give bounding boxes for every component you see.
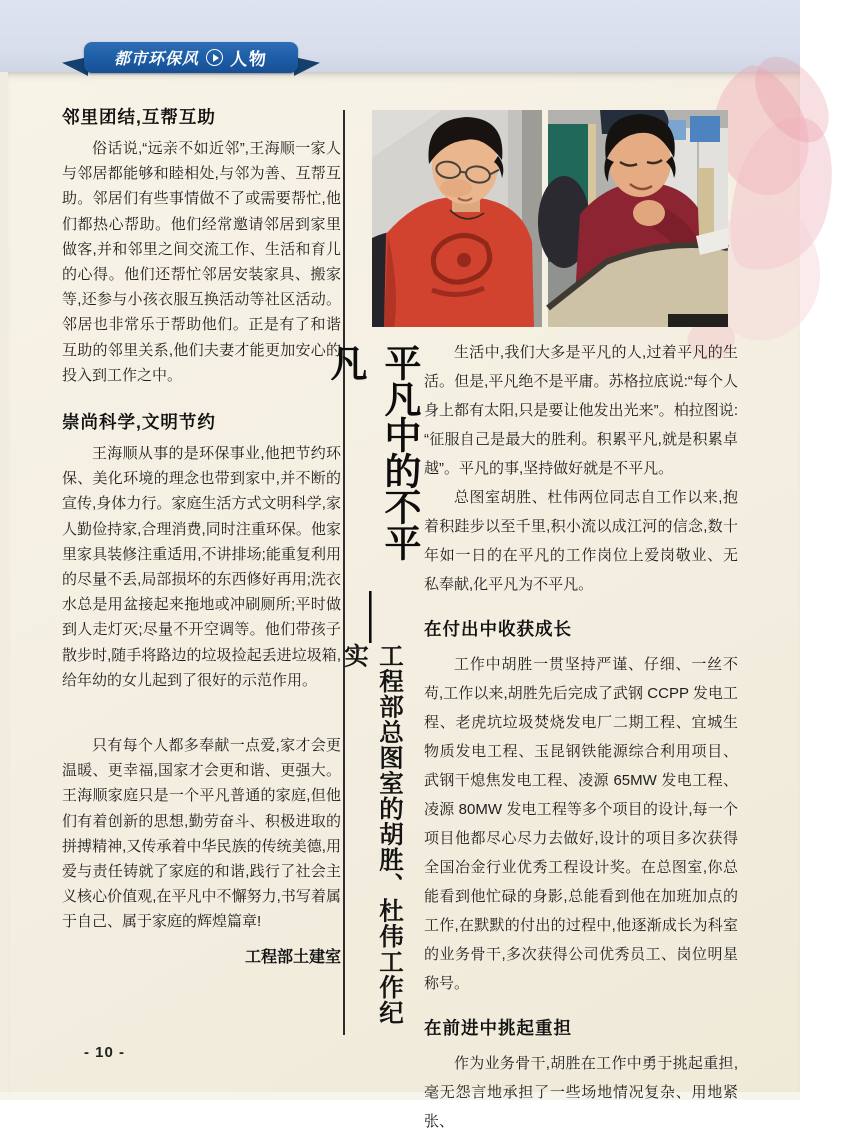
left-section-1 <box>62 104 341 388</box>
section-heading: 在付出中收获成长 <box>424 619 572 639</box>
magazine-brand: 都市环保风 <box>113 51 199 68</box>
portrait-photo-right <box>548 110 728 327</box>
paragraph: 只有每个人都多奉献一点爱,家才会更温暖、更幸福,国家才会更和谐、更强大。王海顺家庭只是一个平凡普通的家庭,但他们有着创新的思想,勤劳奋斗、积极进取的拼搏精神,又传承着中华民族的传统美德,用爱与责任铸就了家庭的和谐,践行了社会主义核心价值观,在平凡中不懈努力,书写着属于自己、属于家庭的辉煌篇章! <box>62 737 341 931</box>
play-icon <box>206 49 223 66</box>
section-heading: 在前进中挑起重担 <box>424 1018 572 1038</box>
section-heading: 崇尚科学,文明节约 <box>62 412 216 433</box>
header-badge <box>84 42 298 73</box>
byline: 工程部土建室 <box>244 948 341 966</box>
paragraph: 总图室胡胜、杜伟两位同志自工作以来,抱着积跬步以至千里,积小流以成江河的信念,数十年如一日的在平凡的工作岗位上爱岗敬业、无私奉献,化平凡为不平凡。 <box>424 489 738 593</box>
portrait-photo-left <box>372 110 542 327</box>
title-dash: —— <box>357 591 388 644</box>
left-column <box>62 104 341 967</box>
page-number: - 10 - <box>84 1044 126 1061</box>
feature-subtitle: 工程部总图室的胡胜、杜伟工作纪实 <box>341 643 403 1026</box>
photo-strip <box>372 110 728 327</box>
left-section-2 <box>62 409 341 935</box>
paragraph: 工作中胡胜一贯坚持严谨、仔细、一丝不苟,工作以来,胡胜先后完成了武钢 CCPP 发电工程、老虎坑垃圾焚烧发电厂二期工程、宜城生物质发电工程、玉昆钢铁能源综合利用项目、武钢干熄焦发电工程、凌源 65MW 发电工程、凌源 80MW 发电工程等多个项目的设计,每一个项目他都尽心尽力去做好,设计的项目多次获得全国冶金行业优秀工程设计奖。在总图室,你总能看到他忙碌的身影,总能看到他在加班加点的工作,在默默的付出的过程中,他逐渐成长为科室的业务骨干,多次获得公司优秀员工、岗位明星称号。 <box>424 656 738 992</box>
feature-title-vertical <box>325 344 420 1044</box>
section-heading: 邻里团结,互帮互助 <box>62 107 216 127</box>
paragraph: 作为业务骨干,胡胜在工作中勇于挑起重担,毫无怨言地承担了一些场地情况复杂、用地紧张、 <box>424 1055 738 1130</box>
right-column <box>424 338 738 1130</box>
section-label: 人物 <box>230 50 268 69</box>
paragraph: 王海顺从事的是环保事业,他把节约环保、美化环境的理念也带到家中,并不断的宣传,身体力行。家庭生活方式文明科学,家人勤俭持家,合理消费,同时注重环保。他家里家具装修注重适用,不讲排场;能重复利用的尽量不丢,局部损坏的东西修好再用;洗衣水总是用盆接起来拖地或冲刷厕所;平时做到人走灯灭;尽量不开空调等。他们带孩子散步时,随手将路边的垃圾捡起丢进垃圾箱,给年幼的女儿起到了很好的示范作用。 <box>62 445 341 689</box>
paragraph: 生活中,我们大多是平凡的人,过着平凡的生活。但是,平凡绝不是平庸。苏格拉底说:“每个人身上都有太阳,只是要让他发出光来”。柏拉图说:“征服自己是最大的胜利。积累平凡,就是积累卓越”。平凡的事,坚持做好就是不平凡。 <box>424 344 738 477</box>
feature-title: 平凡中的不平凡 <box>325 344 420 560</box>
paragraph: 俗话说,“远亲不如近邻”,王海顺一家人与邻居都能够和睦相处,与邻为善、互帮互助。邻居们有些事情做不了或需要帮忙,他们都热心帮助。他们经常邀请邻居到家里做客,并和邻里之间交流工作、生活和育儿的心得。他们还帮忙邻居安装家具、搬家等,还参与小孩衣服互换活动等社区活动。邻居也非常乐于帮助他们。正是有了和谐互助的邻里关系,他们夫妻才能更加安心的投入到工作之中。 <box>62 140 341 384</box>
